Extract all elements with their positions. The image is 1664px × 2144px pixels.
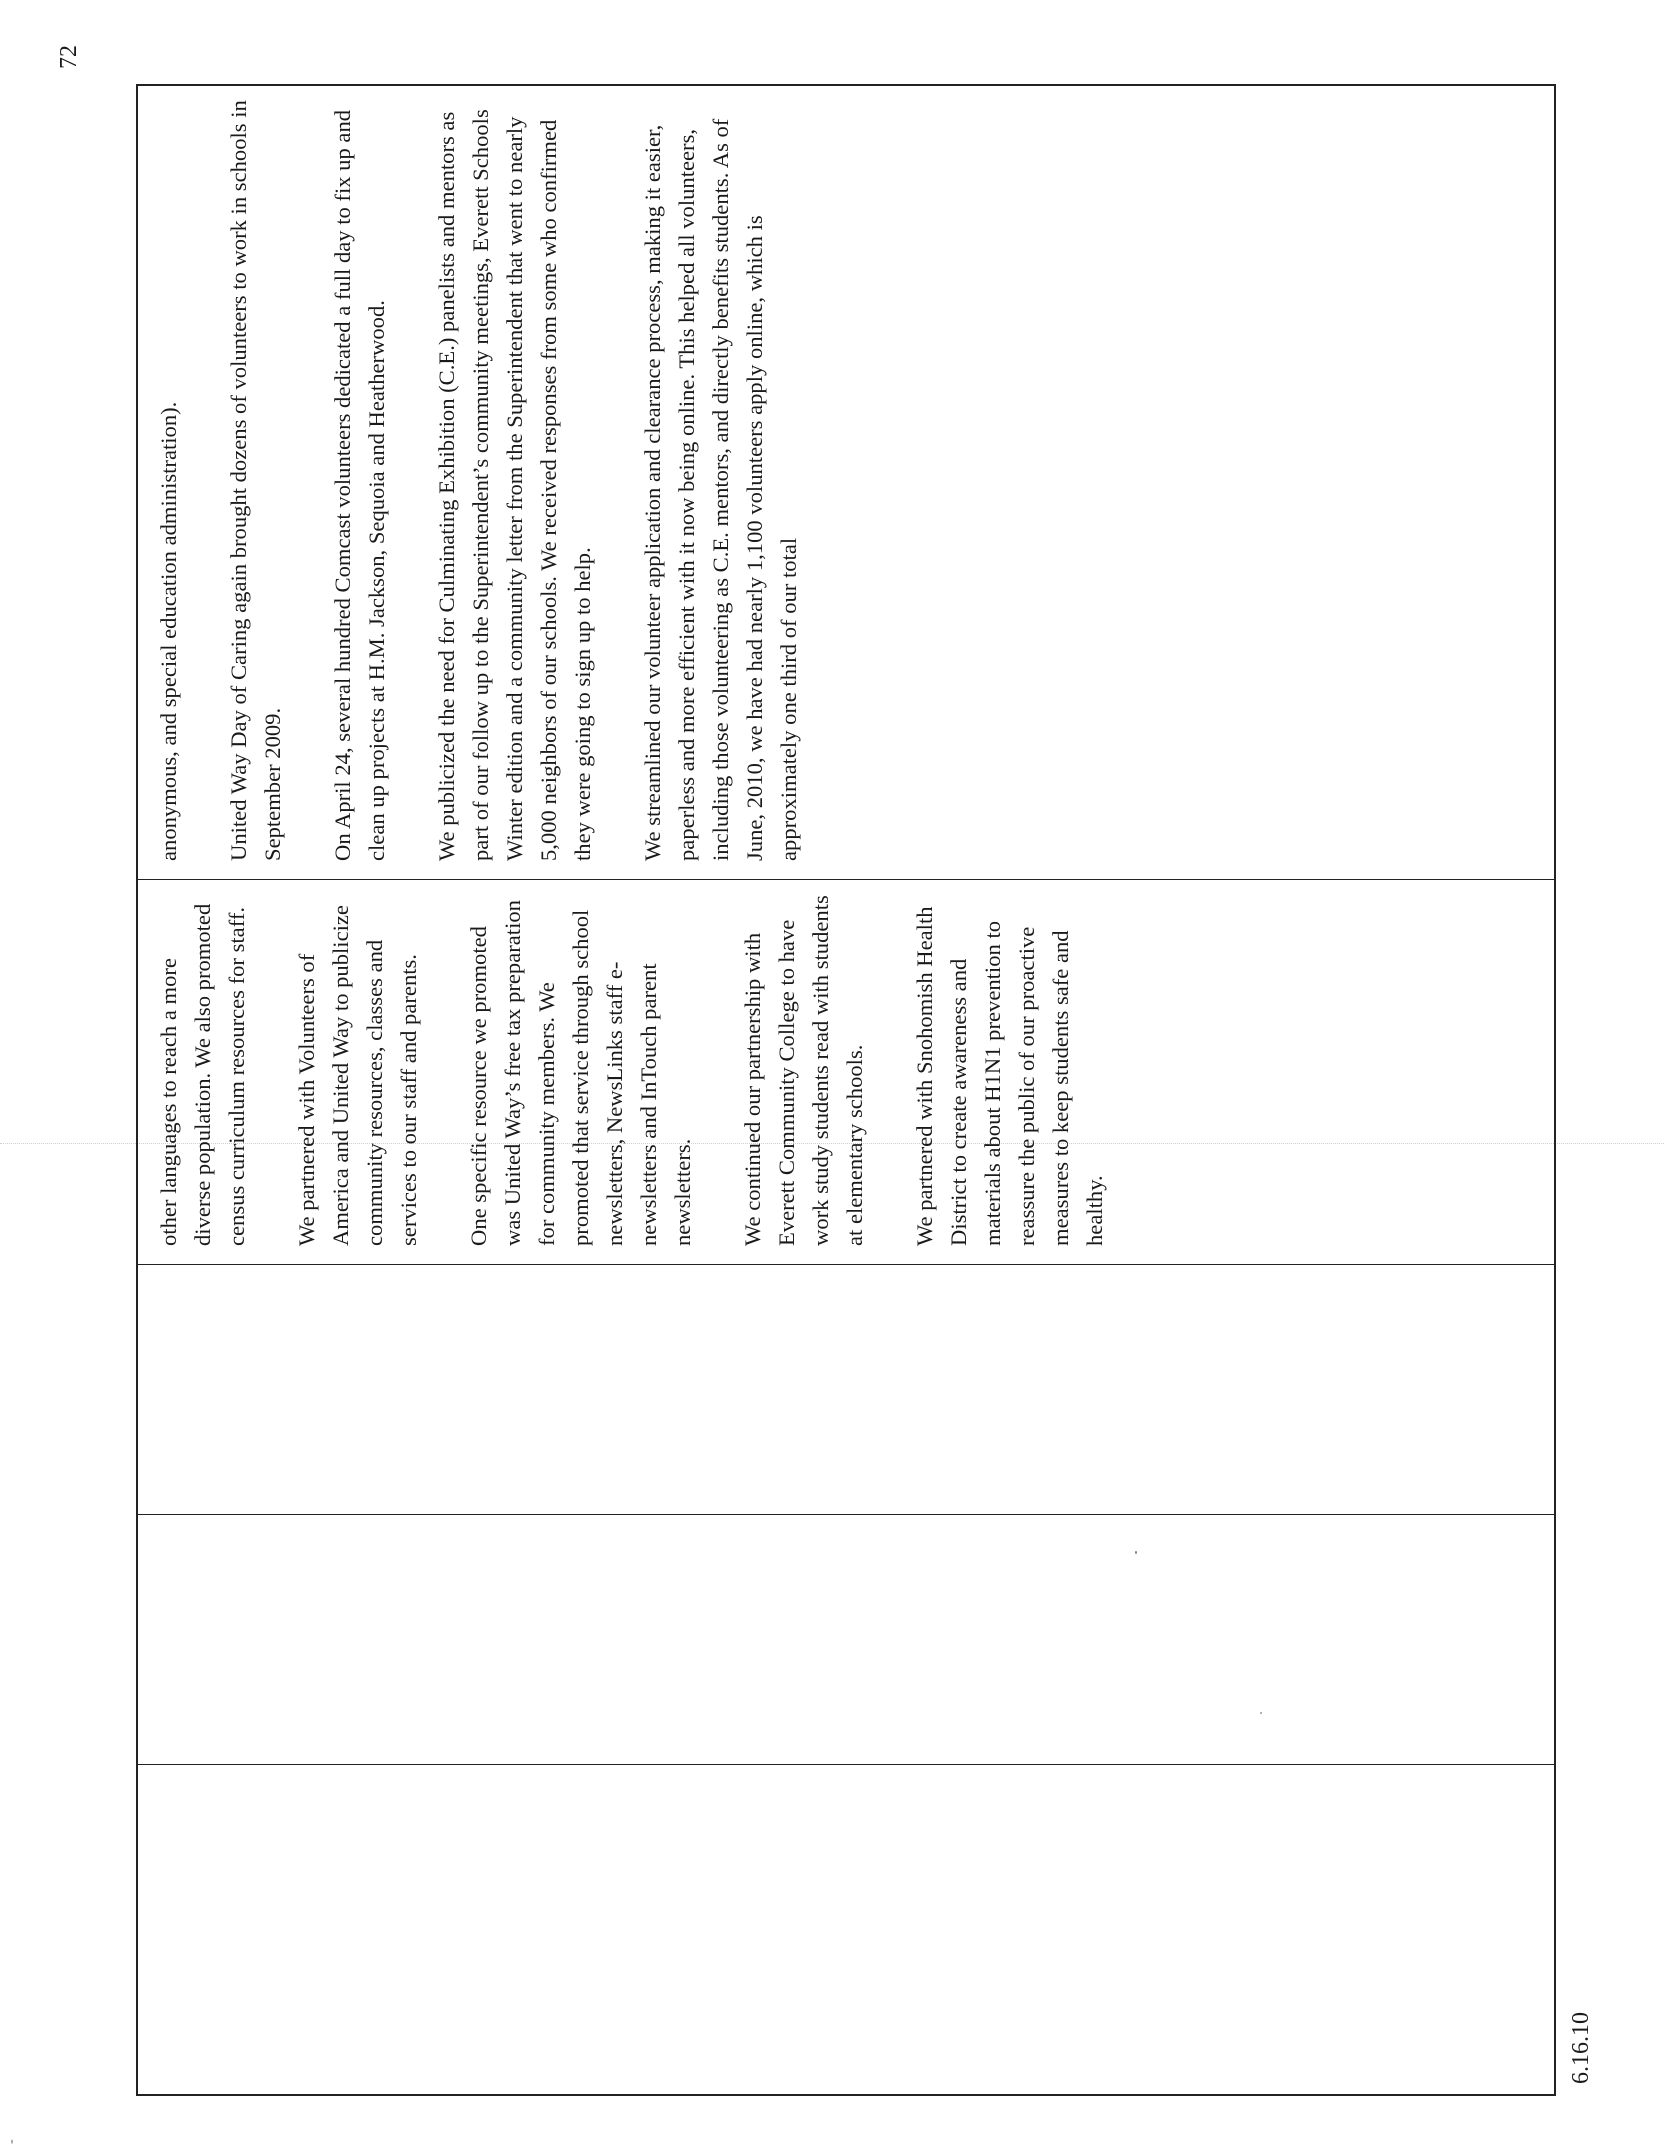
page-number: 72 bbox=[56, 45, 82, 69]
table-cell-results bbox=[138, 86, 1554, 879]
footer-date: 6.16.10 bbox=[1568, 2012, 1594, 2084]
paragraph: We streamlined our volunteer application and clearance process, making it easier, paperless and more efficient with it now being online. This helped all volunteers, including those volunteering as C.E. mentors, and directly benefits students. As of June, 2010, we have had nearly 1,100 volunteers apply online, which is approximately one third of our total bbox=[640, 118, 801, 861]
paragraph: We publicized the need for Culminating Exhibition (C.E.) panelists and mentors as part of our follow up to the Superintendent’s community meetings, Everett Schools Winter edition and a community letter from the Superintendent that went to nearly 5,000 neighbors of our schools. We received responses from some who confirmed they were going to sign up to help. bbox=[434, 109, 595, 861]
paragraph: One specific resource we promoted was United Way’s free tax preparation for community members. We promoted that service through school newsletters, NewsLinks staff e-newsletters and InTouch parent newsletters. bbox=[466, 900, 695, 1246]
table-cell-col-2 bbox=[138, 1514, 1554, 1764]
table-cell-col-3 bbox=[138, 1264, 1554, 1514]
paragraph: United Way Day of Caring again brought dozens of volunteers to work in schools in September 2009. bbox=[226, 100, 285, 861]
paragraph: We continued our partnership with Everett Community College to have work study students read with students at elementary schools. bbox=[740, 895, 867, 1246]
table-row bbox=[138, 86, 1554, 2094]
paragraph: anonymous, and special education administration). bbox=[156, 401, 181, 861]
paragraph: other languages to reach a more diverse population. We also promoted census curriculum resources for staff. bbox=[156, 903, 249, 1246]
paragraph: We partnered with Snohomish Health District to create awareness and materials about H1N1 prevention to reassure the public of our proactive measures to keep students safe and healthy. bbox=[912, 906, 1107, 1246]
report-table bbox=[136, 84, 1556, 2096]
corner-mark: - bbox=[4, 2139, 19, 2144]
paragraph: We partnered with Volunteers of America and United Way to publicize community resources, classes and services to our staff and parents. bbox=[294, 905, 421, 1246]
paragraph: On April 24, several hundred Comcast volunteers dedicated a full day to fix up and clean up projects at H.M. Jackson, Sequoia and Heatherwood. bbox=[330, 109, 389, 861]
table-cell-activities bbox=[138, 879, 1554, 1264]
table-cell-col-1 bbox=[138, 1764, 1554, 2094]
